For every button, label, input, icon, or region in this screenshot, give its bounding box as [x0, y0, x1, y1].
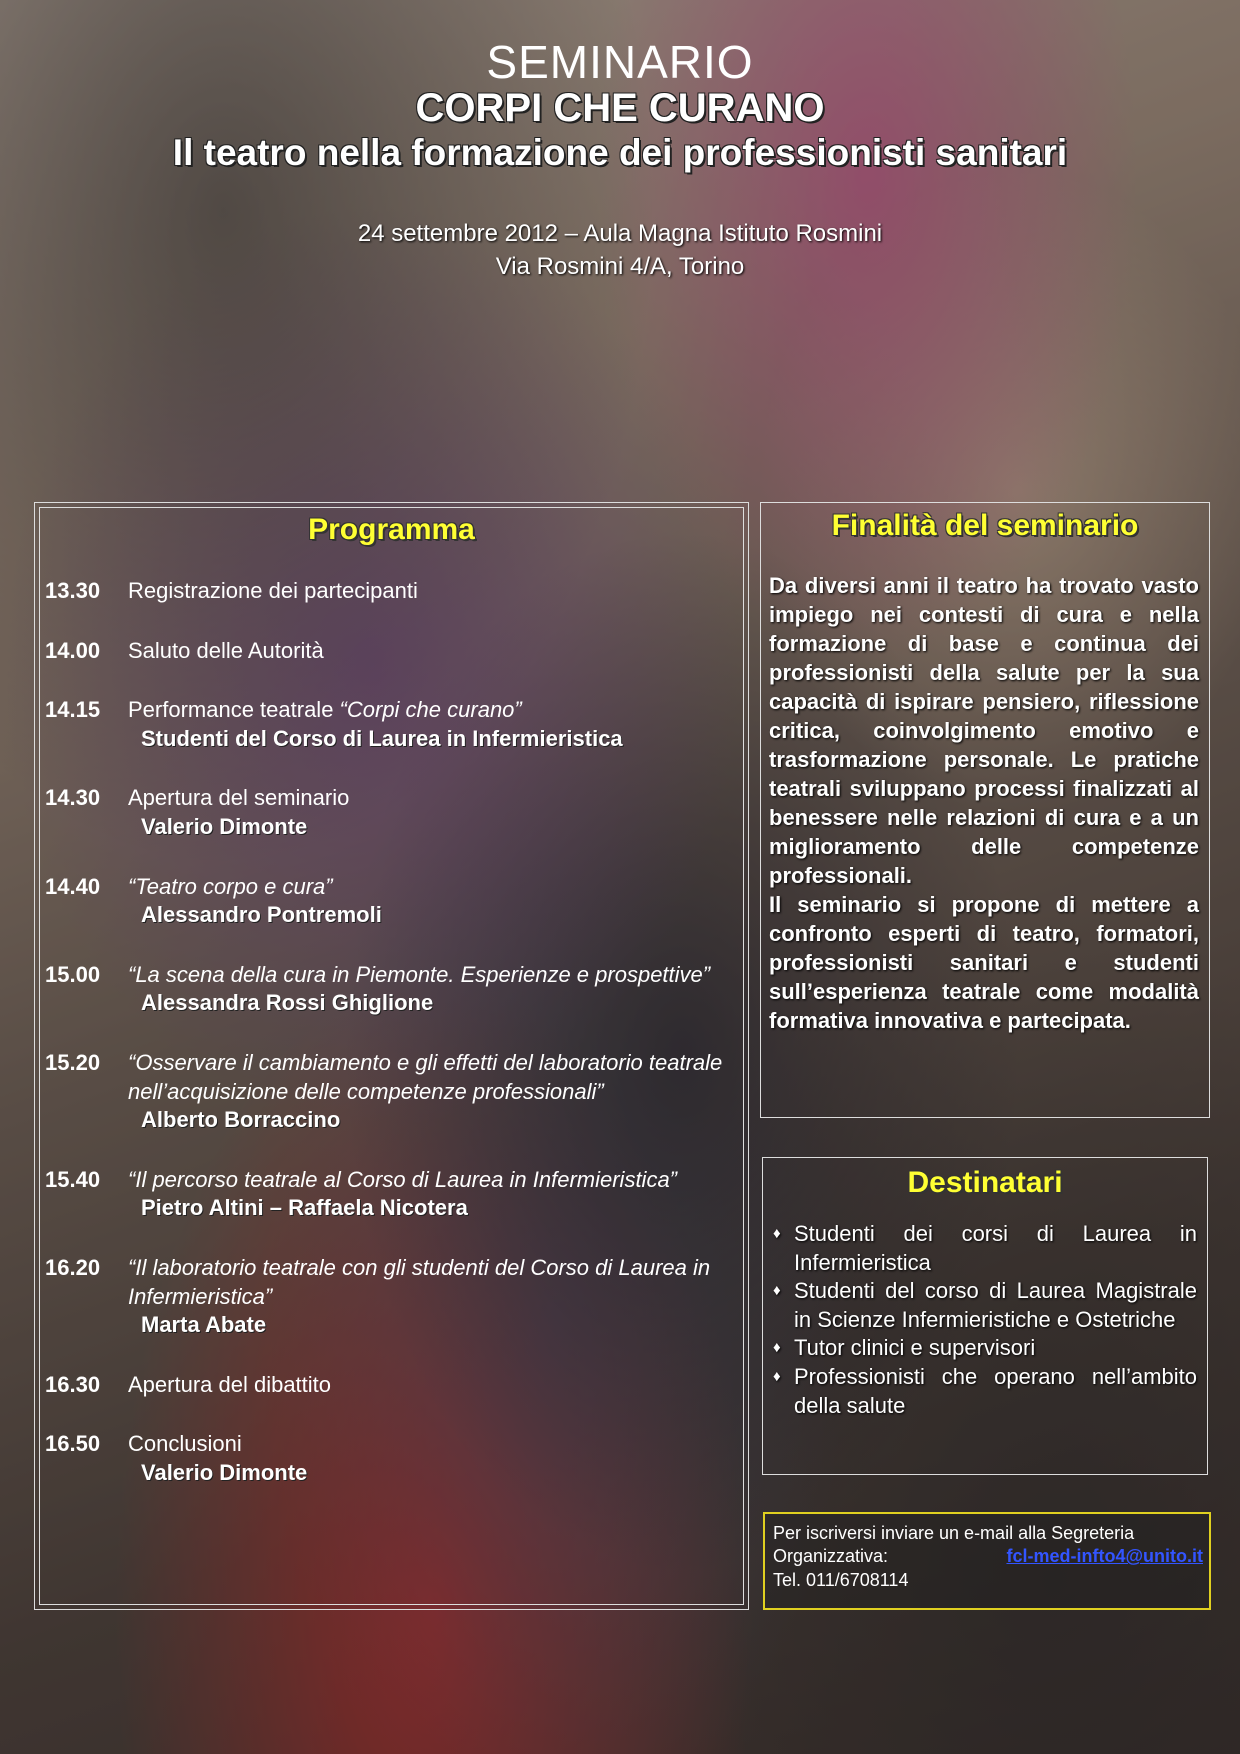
contact-phone: Tel. 011/6708114	[773, 1569, 909, 1590]
destinatari-box	[762, 1157, 1208, 1475]
program-time: 16.20	[45, 1254, 101, 1280]
destinatari-list	[773, 1220, 1197, 1420]
diamond-bullet-icon: ♦	[773, 1225, 781, 1242]
program-title: Apertura del dibattito	[128, 1371, 332, 1397]
programma-heading: Programma	[308, 513, 475, 546]
program-title: Registrazione dei partecipanti	[128, 578, 418, 603]
program-item	[45, 784, 735, 841]
program-speaker: Alessandra Rossi Ghiglione	[141, 990, 434, 1016]
program-title: “Teatro corpo e cura”	[128, 873, 333, 899]
program-time: 14.00	[45, 637, 101, 663]
program-time: 16.30	[45, 1371, 101, 1397]
diamond-bullet-icon: ♦	[773, 1339, 781, 1357]
program-time: 15.20	[45, 1049, 101, 1075]
program-item	[45, 873, 735, 930]
finalita-text	[769, 571, 1199, 1036]
program-speaker: Alberto Borraccino	[141, 1107, 341, 1133]
program-time: 16.50	[45, 1431, 101, 1457]
finalita-paragraph: Da diversi anni il teatro ha trovato vasto impiego nei contesti di cura e nella formazione di base e continua dei professionisti della salute per la sua capacità di ispirare pensiero, riflessione critica, coinvolgimento emotivo e trasformazione personale. Le pratiche teatrali sviluppano processi finalizzati al benessere nelle relazioni di cura e a un miglioramento delle competenze professionali.	[769, 573, 1199, 889]
program-time: 14.40	[45, 873, 101, 899]
program-item	[45, 696, 735, 753]
finalita-box	[760, 502, 1210, 1118]
program-title: Saluto delle Autorità	[128, 637, 324, 663]
program-item	[45, 1254, 735, 1340]
address: Via Rosmini 4/A, Torino	[495, 253, 745, 281]
list-item: ♦ Studenti dei corsi di Laurea in Infermieristica	[773, 1221, 1197, 1275]
program-title: “Il percorso teatrale al Corso di Laurea in Infermieristica”	[128, 1166, 678, 1192]
list-item: ♦ Tutor clinici e supervisori	[773, 1335, 1036, 1361]
header	[0, 38, 1240, 284]
finalita-heading: Finalità del seminario	[831, 509, 1139, 542]
programma-list	[45, 577, 735, 1518]
program-item	[45, 1430, 735, 1487]
date-venue	[0, 217, 1240, 284]
programma-box	[34, 502, 749, 1610]
program-prefix: Performance teatrale	[128, 697, 340, 723]
program-title: “Il laboratorio teatrale con gli studenti del Corso di Laurea in Infermieristica”	[128, 1254, 711, 1309]
destinatari-heading: Destinatari	[907, 1166, 1063, 1199]
diamond-bullet-icon: ♦	[773, 1367, 781, 1385]
diamond-bullet-icon: ♦	[773, 1282, 781, 1300]
email-link[interactable]: fcl-med-infto4@unito.it	[1006, 1546, 1203, 1567]
finalita-paragraph: Il seminario si propone di mettere a confronto esperti di teatro, formatori, professionisti sanitari e studenti sull’esperienza teatrale come modalità formativa innovativa e partecipata.	[769, 892, 1199, 1034]
program-speaker: Marta Abate	[141, 1312, 267, 1338]
program-title: “Corpi che curano”	[339, 697, 522, 723]
program-time: 15.40	[45, 1166, 101, 1192]
contact-instructions: Per iscriversi inviare un e-mail alla Segreteria	[773, 1523, 1135, 1543]
program-title: “La scena della cura in Piemonte. Esperienze e prospettive”	[128, 961, 711, 987]
seminar-subtitle: Il teatro nella formazione dei professionisti sanitari	[172, 132, 1068, 174]
program-item	[45, 961, 735, 1018]
program-time: 14.30	[45, 785, 101, 811]
program-time: 15.00	[45, 961, 101, 987]
program-speaker: Valerio Dimonte	[141, 813, 308, 839]
program-item	[45, 637, 735, 666]
program-item	[45, 1166, 735, 1223]
date-place: 24 settembre 2012 – Aula Magna Istituto Rosmini	[357, 219, 883, 247]
seminar-label: SEMINARIO	[486, 36, 754, 88]
program-time: 14.15	[45, 697, 101, 723]
program-speaker: Pietro Altini – Raffaela Nicotera	[141, 1195, 468, 1221]
program-title: “Osservare il cambiamento e gli effetti del laboratorio teatrale nell’acquisizione delle competenze professionali”	[128, 1049, 723, 1104]
program-item	[45, 1371, 735, 1400]
contact-box	[763, 1512, 1211, 1610]
program-item	[45, 1049, 735, 1135]
program-item	[45, 577, 735, 606]
program-title: Conclusioni	[128, 1431, 242, 1457]
program-speaker: Valerio Dimonte	[141, 1459, 308, 1485]
seminar-title: CORPI CHE CURANO	[415, 86, 825, 131]
list-item: ♦ Studenti del corso di Laurea Magistrale in Scienze Infermieristiche e Ostetriche	[773, 1278, 1197, 1332]
program-speaker: Alessandro Pontremoli	[141, 902, 382, 928]
list-item: ♦ Professionisti che operano nell’ambito della salute	[773, 1363, 1197, 1418]
program-title: Apertura del seminario	[128, 785, 350, 811]
program-speaker: Studenti del Corso di Laurea in Infermieristica	[141, 725, 623, 751]
program-title-block	[128, 696, 735, 725]
contact-label: Organizzativa:	[773, 1546, 889, 1567]
program-time: 13.30	[45, 578, 101, 603]
